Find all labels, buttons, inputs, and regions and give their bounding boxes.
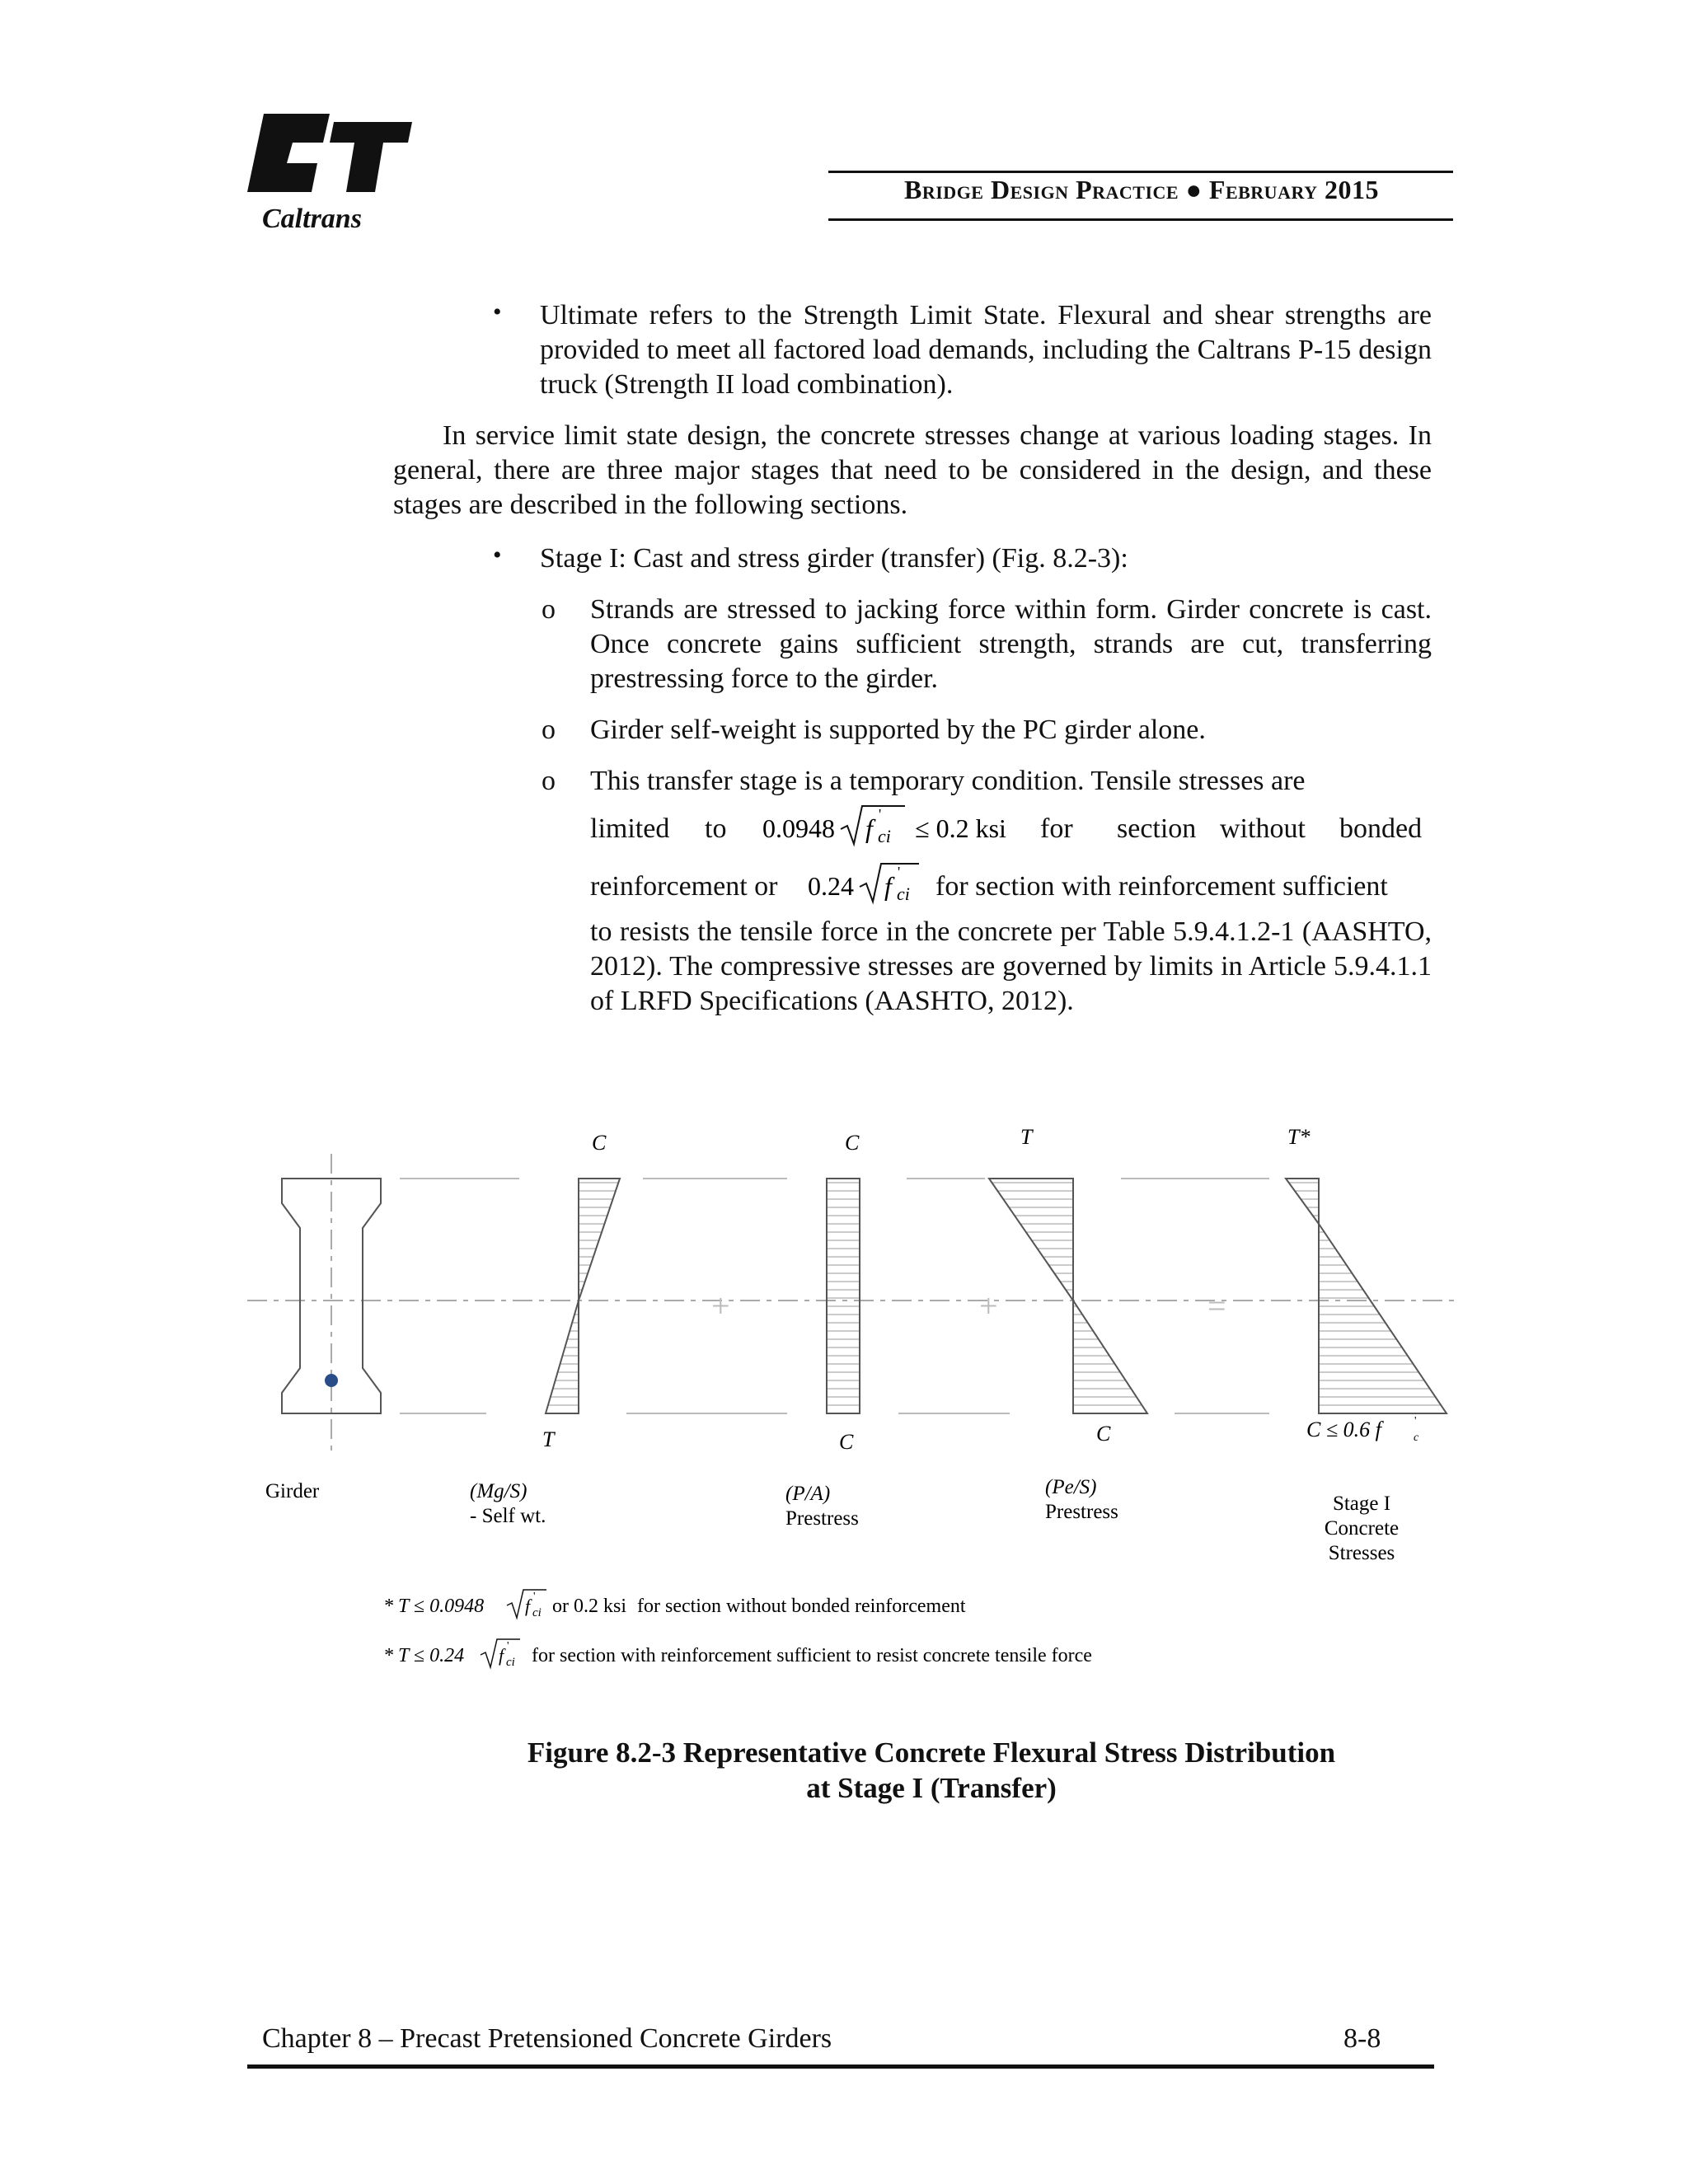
formula-tensile-limit-2: [804, 857, 919, 907]
caption-pe-s: (Pe/S): [1045, 1476, 1097, 1498]
svg-text:≤ 0.2 ksi: ≤ 0.2 ksi: [915, 813, 1006, 843]
caltrans-logo: [247, 105, 420, 237]
caption-p-a: (P/A): [785, 1483, 831, 1505]
svg-text:0.24: 0.24: [808, 871, 854, 901]
caption-mg-s: (Mg/S): [470, 1480, 528, 1502]
svg-text:f: f: [499, 1645, 504, 1666]
svg-text:': ': [507, 1640, 509, 1652]
label-t: T: [1020, 1125, 1033, 1149]
svg-text:f: f: [884, 871, 892, 901]
sub-bullet-transfer-line4: to resists the tensile force in the concrete per Table 5.9.4.1.2-1 (AASHTO, 2012). The compressive stresses are governed by limits in Article 5.9.4.1.1 of LRFD Specifications (AASHTO, 2012).: [590, 916, 1432, 1016]
self-weight-stress-diagram: [546, 1179, 620, 1413]
logo-text: Caltrans: [262, 204, 362, 234]
word-for: for: [1040, 813, 1073, 844]
svg-text:': ': [898, 864, 901, 880]
footer-page-number: 8-8: [1343, 2023, 1381, 2054]
sub-bullet-transfer-line1: This transfer stage is a temporary condition. Tensile stresses are: [590, 766, 1306, 796]
note-1-or: or 0.2 ksi: [552, 1596, 626, 1617]
bullet-marker: •: [493, 541, 502, 569]
axial-prestress-diagram: [827, 1179, 860, 1413]
label-c: C: [1096, 1422, 1111, 1446]
note-1-lead: * T ≤ 0.0948: [383, 1596, 485, 1617]
figure-caption: [495, 1735, 1368, 1806]
caption-self-wt: - Self wt.: [470, 1505, 546, 1527]
note-2-text: for section with reinforcement sufficient to resist concrete tensile force: [532, 1645, 1092, 1666]
caption-prestress: Prestress: [1045, 1501, 1118, 1523]
text-reinforcement-or: reinforcement or: [590, 871, 778, 902]
eccentric-prestress-diagram: [989, 1179, 1147, 1413]
stress-distribution-figure: [239, 1104, 1475, 1566]
sub-bullet-marker: o: [542, 715, 556, 745]
svg-text:': ': [533, 1591, 536, 1603]
svg-text:f: f: [865, 813, 873, 843]
footer-rule: [247, 2064, 1434, 2069]
bullet-ultimate: Ultimate refers to the Strength Limit State. Flexural and shear strengths are provided to meet all factored load demands, including the Caltrans P-15 design truck (Strength II load combination).: [540, 300, 1432, 400]
word-to: to: [705, 813, 727, 844]
caption-concrete: Concrete: [1324, 1517, 1400, 1540]
svg-text:': ': [879, 806, 882, 823]
svg-text:ci: ci: [532, 1606, 542, 1619]
svg-text:': ': [1414, 1415, 1417, 1427]
caption-stage-i: Stage I: [1332, 1493, 1391, 1515]
plus-sign: +: [979, 1287, 998, 1324]
svg-text:c: c: [1414, 1432, 1419, 1444]
formula-tensile-limit-1: [758, 799, 1022, 849]
figure-notes: [383, 1586, 1372, 1677]
label-t: T: [542, 1427, 555, 1451]
header-rule-bottom: [828, 218, 1453, 221]
label-c: C: [845, 1131, 860, 1155]
label-t-star: T*: [1287, 1125, 1311, 1149]
note-1-text: for section without bonded reinforcement: [637, 1596, 966, 1617]
footer-chapter: Chapter 8 – Precast Pretensioned Concrete Girders: [262, 2023, 832, 2054]
word-bonded: bonded: [1339, 813, 1423, 844]
word-limited: limited: [590, 813, 670, 844]
sub-bullet-marker: o: [542, 766, 556, 796]
sub-bullet-self-weight: Girder self-weight is supported by the PC girder alone.: [590, 715, 1206, 745]
word-section: section: [1117, 813, 1197, 844]
caption-prestress: Prestress: [785, 1507, 859, 1530]
text-for-section-with: for section with reinforcement sufficient: [935, 871, 1388, 902]
sub-bullet-strands: Strands are stressed to jacking force within form. Girder concrete is cast. Once concrete gains sufficient strength, strands are cut, transferring prestressing force to the girder.: [590, 594, 1432, 694]
svg-text:ci: ci: [506, 1656, 515, 1669]
label-c: C: [839, 1430, 854, 1454]
resultant-stress-diagram: [1286, 1179, 1447, 1413]
caption-girder: Girder: [265, 1480, 320, 1502]
bullet-stage1: Stage I: Cast and stress girder (transfer) (Fig. 8.2-3):: [540, 543, 1128, 574]
label-c: C: [592, 1131, 607, 1155]
svg-text:f: f: [525, 1596, 531, 1616]
sub-bullet-marker: o: [542, 594, 556, 625]
prestress-strand: [325, 1374, 338, 1387]
figure-caption-line2: at Stage I (Transfer): [806, 1772, 1057, 1804]
caption-stresses: Stresses: [1328, 1542, 1395, 1564]
svg-text:0.0948: 0.0948: [762, 813, 835, 843]
paragraph-service-limit: In service limit state design, the concrete stresses change at various loading stages. In general, there are three major stages that need to be considered in the design, and these stages are described in the following sections.: [393, 420, 1432, 520]
word-without: without: [1220, 813, 1306, 844]
label-c-limit: C ≤ 0.6 f: [1306, 1418, 1381, 1441]
page-header-title: Bridge Design Practice ● February 2015: [904, 175, 1379, 204]
svg-text:ci: ci: [878, 826, 891, 846]
note-2-lead: * T ≤ 0.24: [383, 1645, 465, 1666]
svg-text:ci: ci: [897, 883, 910, 904]
equals-sign: =: [1207, 1287, 1226, 1324]
figure-caption-line1: Figure 8.2-3 Representative Concrete Flexural Stress Distribution: [527, 1736, 1336, 1769]
header-rule-top: [828, 171, 1453, 173]
bullet-marker: •: [493, 298, 502, 326]
plus-sign: +: [711, 1287, 730, 1324]
